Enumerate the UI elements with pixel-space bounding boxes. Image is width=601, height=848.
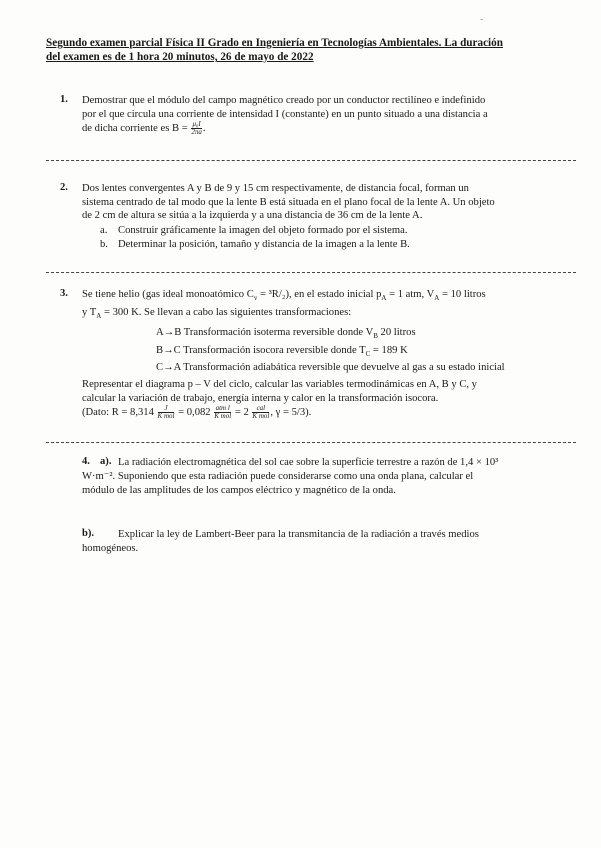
q1-number: 1. — [60, 94, 68, 105]
f3-top: cal — [252, 405, 269, 413]
t2-sub: C — [365, 349, 371, 358]
q2-line-1: Dos lentes convergentes A y B de 9 y 15 cm respectivamente, de distancia focal, forman un — [82, 183, 469, 194]
t1-sub: B — [373, 332, 378, 341]
q3-l2c: = 300 K. Se llevan a cabo las siguientes transformaciones: — [101, 306, 352, 318]
q1-line-1: Demostrar que el módulo del campo magnético creado por un conductor rectilíneo e indefinido — [82, 95, 486, 106]
q3-p3a: (Dato: R = 8,314 — [82, 406, 154, 418]
q3-line-1 — [82, 288, 576, 306]
header-line-2: del examen es de 1 hora 20 minutos, 26 de mayo de 2022 — [46, 51, 314, 63]
q4b-line-2: homogéneos. — [82, 543, 139, 554]
q2-b-text: Determinar la posición, tamaño y distancia de la imagen a la lente B. — [118, 239, 410, 250]
question-2 — [82, 182, 572, 223]
separator-3 — [46, 442, 576, 443]
transformation-ab — [156, 326, 505, 344]
scan-mark: - — [480, 14, 484, 25]
t2-end: = 189 K — [370, 344, 408, 356]
q3-l1a: Se tiene helio (gas ideal monoatómico C — [82, 289, 254, 300]
q4b-line-1: Explicar la ley de Lambert-Beer para la transmitancia de la radiación a través medios — [118, 529, 479, 540]
unit-frac-1 — [158, 405, 175, 420]
q2-number: 2. — [60, 182, 68, 193]
question-4a-cont — [82, 470, 574, 497]
t1-text: A→B Transformación isoterma reversible donde V — [156, 327, 374, 338]
formula-numerator: μ₀I — [192, 120, 201, 128]
exam-header — [46, 36, 576, 64]
t2-text: B→C Transformación isocora reversible donde T — [156, 344, 366, 356]
separator-2 — [46, 272, 576, 273]
f1-bot: K mol — [157, 412, 175, 420]
question-3 — [82, 288, 576, 323]
q3-l1e: = 1 atm, V — [386, 289, 435, 300]
q3-p2: calcular la variación de trabajo, energía interna y calor en la transformación isocora. — [82, 392, 439, 404]
q1-line-3b: . — [202, 122, 206, 134]
q1-line-2: por el que circula una corriente de intensidad I (constante) en un punto situado a una distancia a — [82, 108, 488, 120]
q2-b-label: b. — [100, 239, 108, 250]
q3-l1d: A — [381, 294, 387, 303]
question-4a — [118, 456, 574, 470]
q3-l1g: = 10 litros — [439, 289, 486, 300]
q3-p3b: = 0,082 — [178, 406, 211, 418]
q1-line-3 — [82, 121, 572, 136]
unit-frac-2 — [214, 405, 231, 420]
q1-line-3a: de dicha corriente es B = — [82, 122, 188, 134]
formula-denominator: 2πa — [191, 128, 202, 136]
f1-top: J — [158, 405, 175, 413]
f2-bot: K mol — [214, 412, 232, 420]
b-field-formula — [191, 121, 202, 136]
q3-l1f: A — [434, 294, 440, 303]
q2-a-label: a. — [100, 225, 108, 236]
q4a-line-2: W·m⁻². Suponiendo que esta radiación puede considerarse como una onda plana, calcular el — [82, 471, 474, 482]
q3-p3d: , γ = 5/3). — [270, 406, 312, 418]
transformation-ca: C→A Transformación adiabática reversible que devuelve al gas a su estado inicial — [156, 362, 505, 374]
q3-l2a: y T — [82, 306, 97, 318]
question-4b-cont — [82, 542, 574, 556]
q2-line-2: sistema centrado de tal modo que la lente B está situada en el plano focal de la lente A. Un objeto — [82, 196, 495, 208]
transformation-bc — [156, 344, 505, 362]
header-line-1: Segundo examen parcial Física II Grado en Ingeniería en Tecnologías Ambientales. La duración — [46, 37, 503, 49]
t1-end: 20 litros — [377, 327, 416, 338]
separator-1 — [46, 160, 576, 161]
q4-a-label: a). — [100, 456, 112, 467]
question-1 — [82, 94, 572, 136]
q4a-line-1: La radiación electromagnética del sol cae sobre la superficie terrestre a razón de 1,4 × 10³ — [118, 457, 499, 468]
q3-l1b: v — [253, 294, 258, 303]
q3-l1c: = ³R/₂), en el estado inicial p — [257, 289, 382, 300]
q3-number: 3. — [60, 288, 68, 299]
q3-p3c: = 2 — [234, 406, 249, 418]
q3-line-2 — [82, 306, 576, 324]
q4-number: 4. — [82, 456, 90, 467]
q3-instructions — [82, 378, 576, 420]
q4a-line-3: módulo de las amplitudes de los campos eléctrico y magnético de la onda. — [82, 484, 396, 496]
q3-l2b: A — [96, 311, 102, 320]
q4-b-label: b). — [82, 528, 95, 539]
f2-top: atm l — [215, 404, 230, 412]
q2-a-text: Construir gráficamente la imagen del objeto formado por el sistema. — [118, 225, 408, 236]
q2-line-3: de 2 cm de altura se sitúa a la izquierda y a una distancia de 36 cm de la lente A. — [82, 210, 423, 221]
unit-frac-3 — [252, 405, 269, 420]
transformations-list — [156, 326, 505, 375]
q3-data-line — [82, 405, 576, 420]
q3-p1: Representar el diagrama p – V del ciclo, calcular las variables termodinámicas en A, B y C, y — [82, 379, 477, 390]
question-4b — [118, 528, 574, 542]
f3-bot: K mol — [252, 412, 270, 420]
